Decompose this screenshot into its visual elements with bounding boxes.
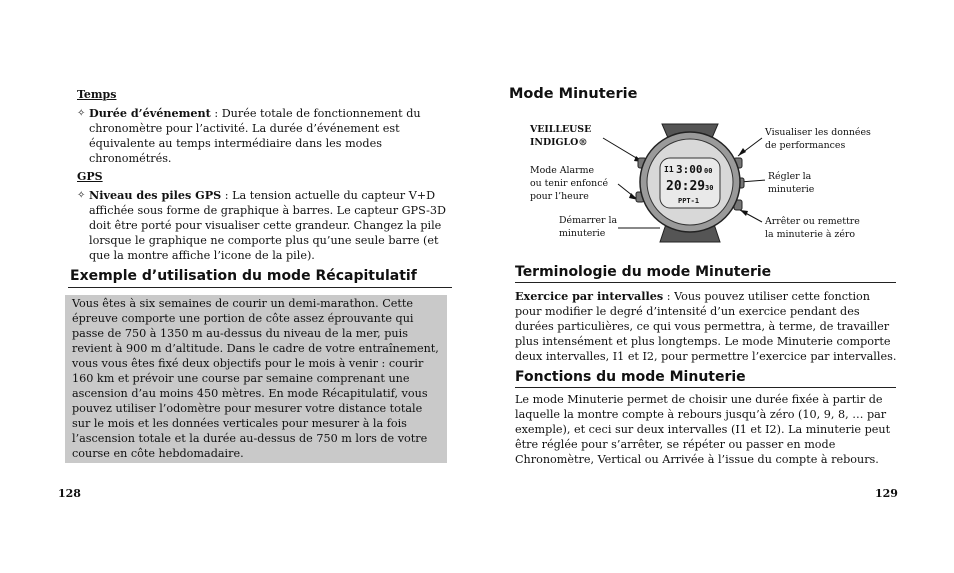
piles-paragraph [89, 188, 459, 263]
mode-minuterie-heading: Mode Minuterie [509, 86, 638, 102]
heading-rule [68, 287, 452, 288]
callout-alarme [530, 164, 608, 203]
callout-regler-line1: Régler la [768, 171, 812, 182]
callout-alarme-line1: Mode Alarme [530, 165, 595, 176]
callout-visualiser-line1: Visualiser les données [765, 127, 871, 138]
callout-arreter-line2: la minuterie à zéro [765, 229, 856, 240]
heading-rule [515, 387, 896, 388]
display-interval: I1 [664, 165, 674, 174]
exemple-box: Vous êtes à six semaines de courir un demi-marathon. Cette épreuve comporte une portion de côte assez éprouvante qui passe de 750 à 1350 m au-dessus du niveau de la mer, puis revient à 900 m d’altitude. Dans le cadre de votre entraînement, vous vous êtes fixé deux objectifs pour le mois à venir : courir 160 km et prévoir une course par semaine comprenant une ascension d’au moins 450 mètres. En mode Récapitulatif, vous pouvez utiliser l’odomètre pour mesurer votre distance totale sur le mois et les données verticales pour mesurer à la fois l’ascension totale et la durée au-dessus de 750 m lors de votre course en côte hebdomadaire. [65, 295, 447, 463]
page-number-left: 128 [58, 487, 81, 500]
callout-veilleuse-line2: INDIGLO® [530, 137, 588, 148]
callout-demarrer-line1: Démarrer la [559, 215, 618, 226]
duree-text: : Durée totale de fonctionnement du chronomètre pour l’activité. La durée d’événement est équivalente au temps intermédiaire dans les modes chronométrés. [89, 107, 421, 165]
callout-arreter-line1: Arrêter ou remettre [765, 216, 860, 227]
heading-rule [515, 282, 896, 283]
callout-regler [768, 170, 814, 196]
piles-text: : La tension actuelle du capteur V+D affichée sous forme de graphique à barres. Le capteur GPS-3D doit être porté pour visualiser cette grandeur. Changez la pile lorsque le graphique ne comporte plus qu’une seule barre (et que la montre affiche l’icone de la pile). [89, 189, 447, 262]
callout-alarme-line3: pour l’heure [530, 191, 589, 202]
piles-term: Niveau des piles GPS [89, 188, 222, 202]
terminologie-heading: Terminologie du mode Minuterie [515, 264, 772, 280]
page-number-right: 129 [875, 487, 898, 500]
callout-visualiser [765, 126, 871, 152]
callout-veilleuse-line1: VEILLEUSE [530, 124, 592, 135]
display-timer: 3:00 [676, 163, 703, 176]
exercice-paragraph [515, 289, 897, 364]
callout-regler-line2: minuterie [768, 184, 815, 195]
duree-term: Durée d’événement [89, 106, 211, 120]
duree-paragraph [89, 106, 459, 166]
callout-demarrer-line2: minuterie [559, 228, 606, 239]
temps-label: Temps [77, 88, 117, 101]
fonctions-paragraph: Le mode Minuterie permet de choisir une durée fixée à partir de laquelle la montre compte à rebours jusqu’à zéro (10, 9, 8, … par exemple), et ceci sur deux intervalles (I1 et I2). La minuterie peut être réglée pour s’arrêter, se répéter ou passer en mode Chronomètre, Vertical ou Arrivée à l’issue du compte à rebours. [515, 393, 891, 466]
callout-alarme-line2: ou tenir enfoncé [530, 178, 609, 189]
display-time: 20:29 [666, 179, 706, 194]
callout-arreter [765, 215, 860, 241]
display-time-seconds: 30 [705, 184, 714, 192]
display-timer-seconds: 00 [704, 167, 713, 175]
callout-visualiser-line2: de performances [765, 140, 846, 151]
exemple-heading: Exemple d’utilisation du mode Récapitulatif [70, 268, 417, 284]
watch-illustration [600, 118, 765, 246]
exercice-text: : Vous pouvez utiliser cette fonction pour modifier le degré d’intensité d’un exercice pendant des durées particulières, ce qui vous permettra, à terme, de travailler plus intensément et plus longtemps. Le mode Minuterie comporte deux intervalles, I1 et I2, pour permettre l’exercice par intervalles. [515, 290, 897, 363]
display-mode: PPT-1 [678, 197, 700, 205]
gps-label: GPS [77, 170, 103, 183]
arrowhead-icon [740, 210, 748, 216]
fonctions-heading: Fonctions du mode Minuterie [515, 369, 746, 385]
exercice-term: Exercice par intervalles [515, 289, 664, 303]
bullet-icon: ✧ [77, 190, 86, 201]
callout-veilleuse [530, 123, 591, 149]
arrowhead-icon [738, 148, 746, 156]
bullet-icon: ✧ [77, 108, 86, 119]
